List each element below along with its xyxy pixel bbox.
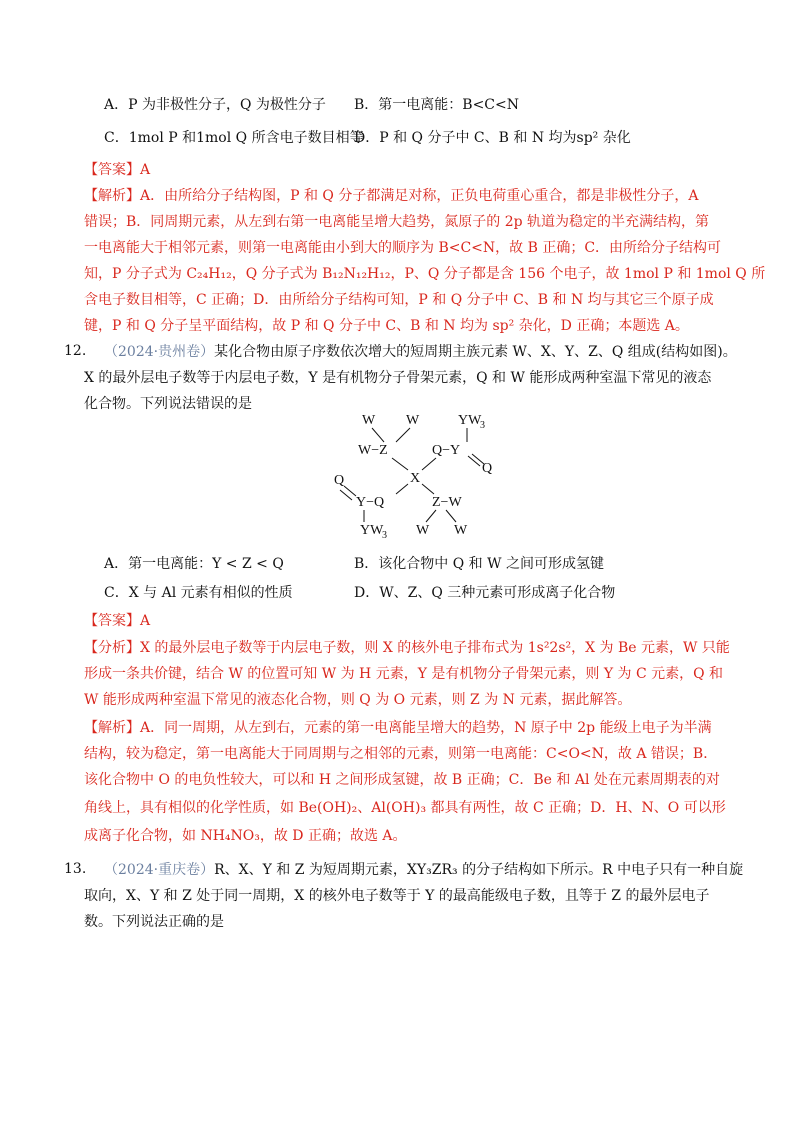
question-stem [104,343,737,361]
stem-line: 取向，X、Y 和 Z 处于同一周期，X 的核外电子数等于 Y 的最高能级电子数，且等于 Z 的最外层电子 [84,888,710,904]
subscript-3: 3 [382,530,387,538]
atom-q-y: Q−Y [432,443,461,458]
molecular-structure-diagram [320,408,520,538]
atom-w: W [362,413,376,428]
subscript-3: 3 [480,420,485,431]
atom-x: X [410,471,421,486]
analysis-line: 结构，较为稳定，第一电离能大于同周期与之相邻的元素，则第一电离能：C<O<N，故 A 错误；B． [84,746,718,762]
analysis-line: 角线上，具有相似的化学性质，如 Be(OH)₂、Al(OH)₃ 都具有两性，故 C 正确；D．H、N、O 可以形 [84,800,726,816]
atom-w: W [454,523,468,538]
analysis-line: 一电离能大于相邻元素，则第一电离能由小到大的顺序为 B<C<N，故 B 正确；C．由所给分子结构可 [84,240,722,256]
stem-line: X 的最外层电子数等于内层电子数，Y 是有机物分子骨架元素，Q 和 W 能形成两种室温下常见的液态 [84,370,712,386]
analysis-line: 成离子化合物，如 NH₄NO₃，故 D 正确；故选 A。 [84,828,407,844]
stem-line: 化合物。下列说法错误的是 [84,396,252,412]
question-number: 13. [64,861,87,877]
analysis-line: 错误；B．同周期元素，从左到右第一电离能呈增大趋势，氮原子的 2p 轨道为稳定的半充满结构，第 [84,214,710,230]
atom-w: W [416,523,430,538]
option-b: B．该化合物中 Q 和 W 之间可形成氢键 [354,556,604,572]
atom-w-z: W−Z [358,443,388,458]
analysis-line: 含电子数目相等，C 正确；D．由所给分子结构可知，P 和 Q 分子中 C、B 和 N 均与其它三个原子成 [84,292,714,308]
option-c: C．X 与 Al 元素有相似的性质 [104,585,293,601]
stem-text: R、X、Y 和 Z 为短周期元素，XY₃ZR₃ 的分子结构如下所示。R 中电子只有一种自旋 [214,862,744,878]
atom-w: W [406,413,420,428]
option-d: D．W、Z、Q 三种元素可形成离子化合物 [354,585,616,601]
atom-y-q: Y−Q [356,495,385,510]
atom-yw3: YW [360,523,384,538]
stem-text: 某化合物由原子序数依次增大的短周期主族元素 W、X、Y、Z、Q 组成(结构如图)。 [214,344,737,360]
answer: 【答案】A [84,162,151,178]
atom-q: Q [334,473,345,488]
question-source: （2024·重庆卷） [104,862,215,878]
analysis-line: 【解析】A．由所给分子结构图，P 和 Q 分子都满足对称，正负电荷重心重合，都是非极性分子，A [84,188,699,204]
question-stem [104,861,743,879]
atom-q: Q [482,461,493,476]
fenxi-line: W 能形成两种室温下常见的液态化合物，则 Q 为 O 元素，则 Z 为 N 元素，据此解答。 [84,692,632,708]
stem-line: 数。下列说法正确的是 [84,914,224,930]
fenxi-line: 【分析】X 的最外层电子数等于内层电子数，则 X 的核外电子排布式为 1s²2s²，X 为 Be 元素，W 只能 [84,640,730,656]
fenxi-line: 形成一条共价键，结合 W 的位置可知 W 为 H 元素，Y 是有机物分子骨架元素，则 Y 为 C 元素，Q 和 [84,666,724,682]
option-c: C．1mol P 和1mol Q 所含电子数目相等 [104,130,364,146]
atom-z-w: Z−W [432,495,462,510]
option-a: A．第一电离能：Y < Z < Q [104,556,284,572]
analysis-line: 知，P 分子式为 C₂₄H₁₂，Q 分子式为 B₁₂N₁₂H₁₂，P、Q 分子都是含 156 个电子，故 1mol P 和 1mol Q 所 [84,266,766,282]
option-a: A．P 为非极性分子，Q 为极性分子 [104,97,326,113]
option-b: B．第一电离能：B<C<N [354,97,519,113]
analysis-line: 该化合物中 O 的电负性较大，可以和 H 之间形成氢键，故 B 正确；C．Be 和 Al 处在元素周期表的对 [84,772,720,788]
analysis-line: 【解析】A．同一周期，从左到右，元素的第一电离能呈增大的趋势，N 原子中 2p 能级上电子为半满 [84,720,712,736]
answer: 【答案】A [84,613,151,629]
analysis-line: 键，P 和 Q 分子呈平面结构，故 P 和 Q 分子中 C、B 和 N 均为 sp² 杂化，D 正确；本题选 A。 [84,318,689,334]
question-number: 12. [64,343,87,359]
atom-yw3: YW [458,413,482,428]
question-source: （2024·贵州卷） [104,344,215,360]
option-d: D．P 和 Q 分子中 C、B 和 N 均为sp² 杂化 [354,130,631,146]
